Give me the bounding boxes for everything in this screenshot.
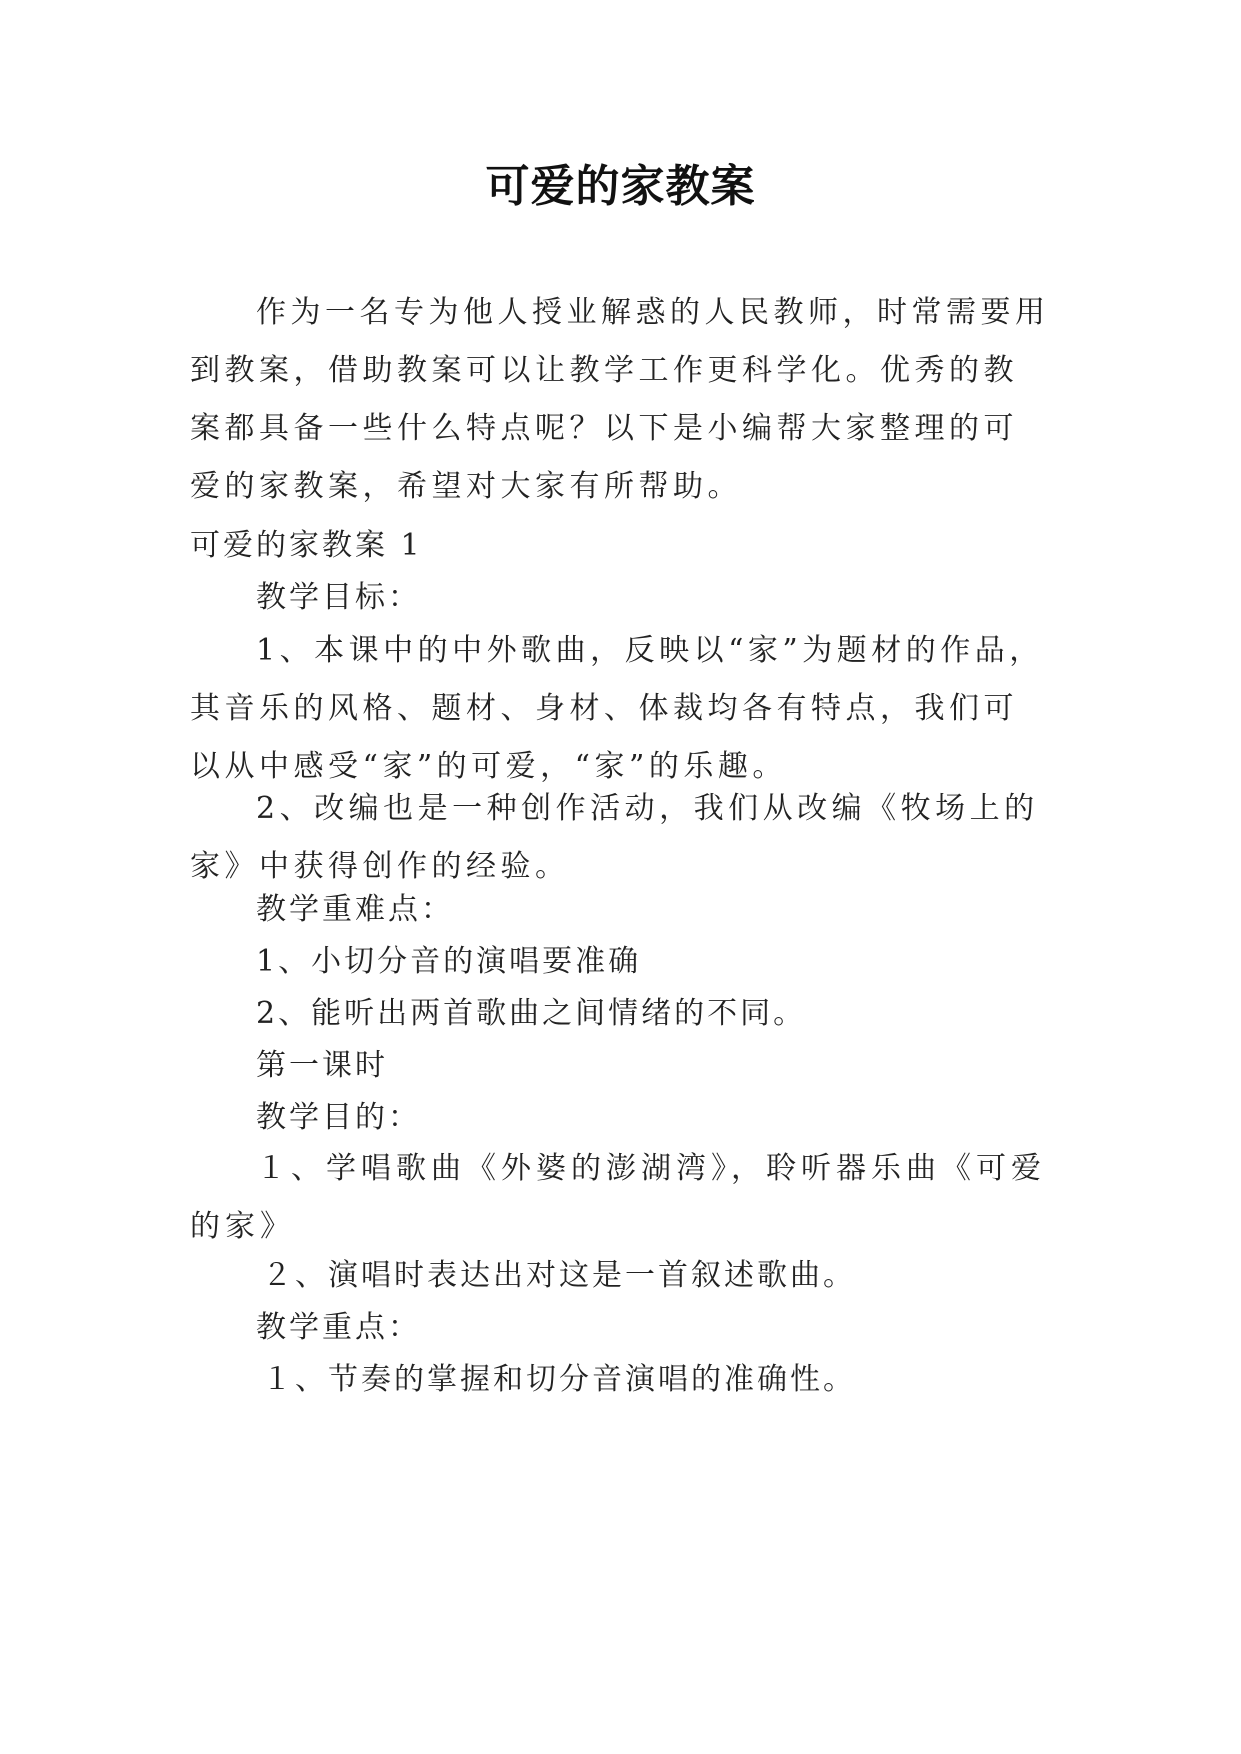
difficulty-item-2: 2、能听出两首歌曲之间情绪的不同。 xyxy=(256,996,807,1031)
purpose-item-2: ２、演唱时表达出对这是一首叙述歌曲。 xyxy=(262,1258,856,1293)
page-title: 可爱的家教案 xyxy=(485,161,756,212)
section-heading: 可爱的家教案 1 xyxy=(190,528,423,563)
intro-paragraph: 作为一名专为他人授业解惑的人民教师，时常需要用到教案，借助教案可以让教学工作更科学化。优秀的教案都具备一些什么特点呢？以下是小编帮大家整理的可爱的家教案，希望对大家有所帮助。 xyxy=(190,295,1050,504)
difficulty-item-1: 1、小切分音的演唱要准确 xyxy=(256,944,642,979)
teaching-purpose-label: 教学目的： xyxy=(256,1100,421,1135)
key-difficulties-label: 教学重难点： xyxy=(256,892,454,927)
purpose-item-1: １、学唱歌曲《外婆的澎湖湾》，聆听器乐曲《可爱的家》 xyxy=(190,1151,1046,1244)
lesson-heading: 第一课时 xyxy=(256,1048,388,1083)
focus-item-1: １、节奏的掌握和切分音演唱的准确性。 xyxy=(262,1362,856,1397)
teaching-focus-label: 教学重点： xyxy=(256,1310,421,1345)
goal-item-1: 1、本课中的中外歌曲，反映以“家”为题材的作品，其音乐的风格、题材、身材、体裁均各有特点，我们可以从中感受“家”的可爱，“家”的乐趣。 xyxy=(190,633,1044,784)
goal-item-2: 2、改编也是一种创作活动，我们从改编《牧场上的家》中获得创作的经验。 xyxy=(190,791,1039,884)
teaching-goals-label: 教学目标： xyxy=(256,580,421,615)
